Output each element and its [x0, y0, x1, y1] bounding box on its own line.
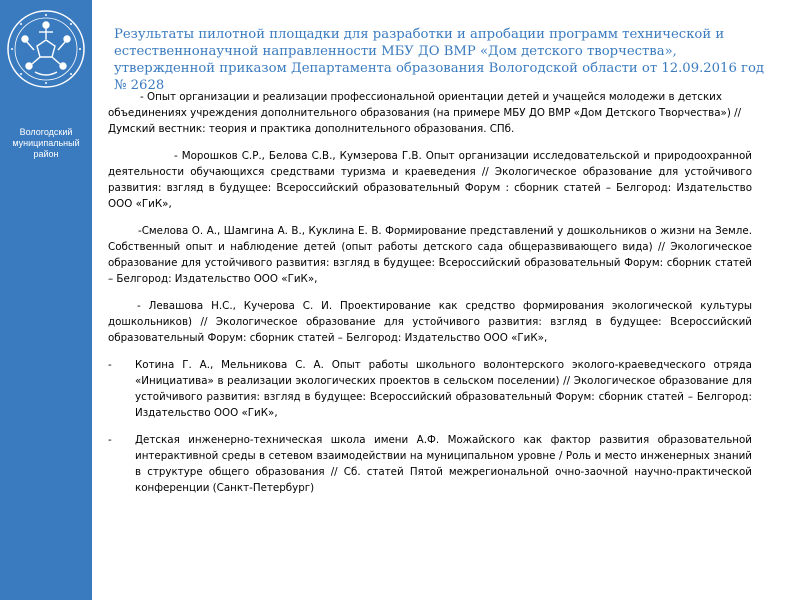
publication-paragraph: - Опыт организации и реализации профессиональной ориентации детей и учащейся молодежи в детских объединениях учреждения дополнительного образования (на примере МБУ ДО ВМР «Дом Детского Творчества») // Думский вестник: теория и практика дополнительного образования. СПб.: [108, 91, 742, 135]
sidebar: [0, 0, 92, 600]
publication-paragraph: - Морошков С.Р., Белова С.В., Кумзерова Г.В. Опыт организации исследовательской и природоохранной деятельности обучающихся средствами туризма и краеведения // Экологическое образование для устойчивого развития: взгляд в будущее: Всероссийский образовательный Форум : сборник статей – Белгород: Издательство ООО «ГиК»,: [108, 150, 752, 210]
publication-paragraph: -Смелова О. А., Шамгина А. В., Куклина Е. В. Формирование представлений у дошкольников о жизни на Земле. Собственный опыт и наблюдение детей (опыт работы детского сада общеразвивающего вида) // Экологическое образование для устойчивого развития: взгляд в будущее: Всероссийский образовательный Форум: сборник статей – Белгород: Издательство ООО «ГиК»,: [108, 225, 752, 285]
publication-bullet: - Котина Г. А., Мельникова С. А. Опыт работы школьного волонтерского эколого-краеведческого отряда «Инициатива» в реализации экологических проектов в сельском поселении) // Экологическое образование для устойчивого развития: взгляд в будущее: Всероссийский образовательный Форум: сборник статей – Белгород: Издательство ООО «ГиК»,: [108, 357, 752, 421]
page-title: Результаты пилотной площадки для разработки и апробации программ технической и естественнонаучной направленности МБУ ДО ВМР «Дом детского творчества», утвержденной приказом Департамента образования Вологодской области от 12.09.2016 год № 2628: [114, 27, 764, 93]
emblem-logo-icon: [5, 8, 87, 90]
publication-bullet: - Детская инженерно-техническая школа имени А.Ф. Можайского как фактор развития образовательной интерактивной среды в сетевом взаимодействии на муниципальном уровне / Роль и место инженерных знаний в структуре общего образования // Сб. статей Пятой межрегиональной очно-заочной научно-практической конференции (Санкт-Петербург): [108, 432, 752, 496]
publication-list: [108, 89, 752, 507]
publication-paragraph: - Левашова Н.С., Кучерова С. И. Проектирование как средство формирования экологической культуры дошкольников) // Экологическое образование для устойчивого развития: взгляд в будущее: Всероссийский образовательный Форум: сборник статей – Белгород: Издательство ООО «ГиК»,: [108, 300, 752, 344]
region-label: Вологодский муниципальный район: [12, 127, 80, 159]
